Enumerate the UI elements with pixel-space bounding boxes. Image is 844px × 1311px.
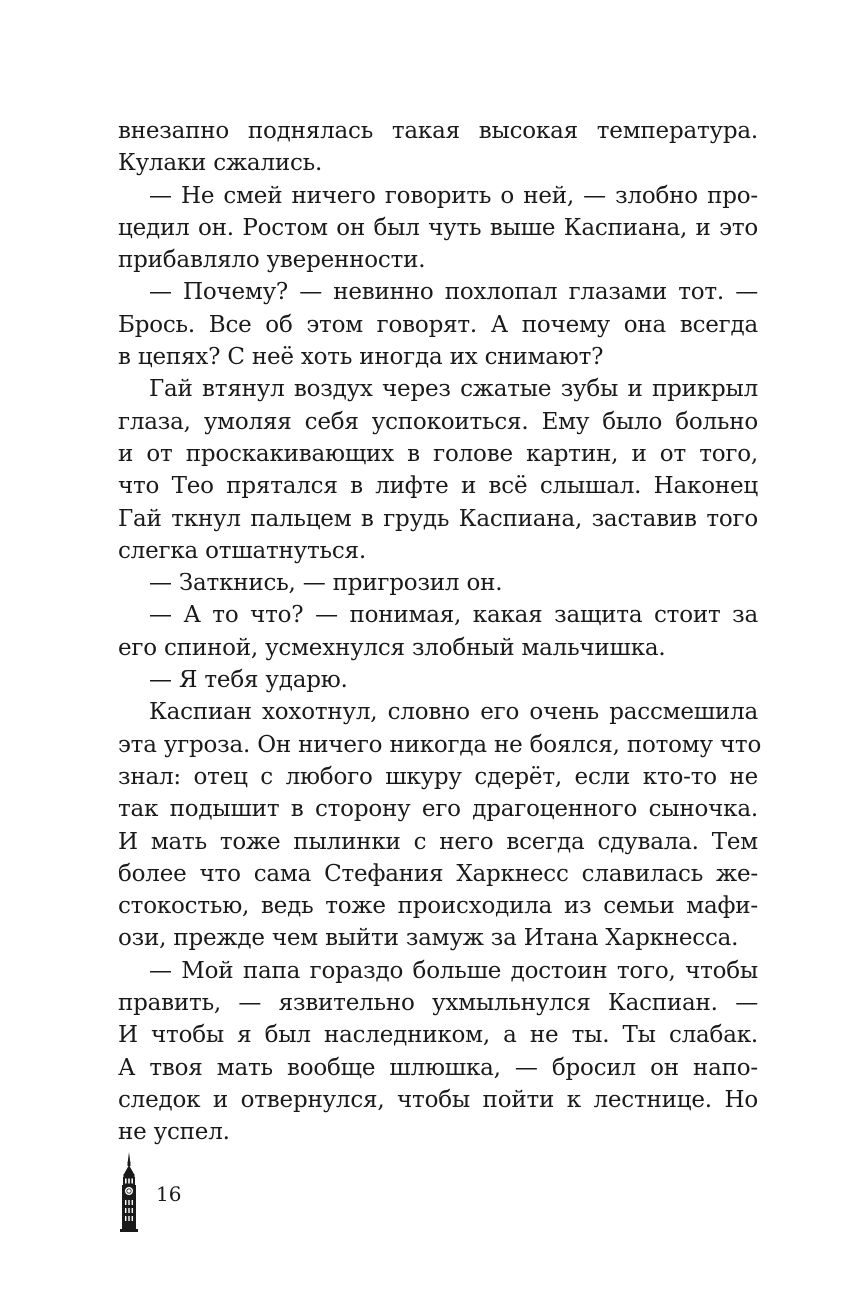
text-line: так подышит в сторону его драгоценного сыночка. xyxy=(118,796,758,823)
text-line: что Тео прятался в лифте и всё слышал. Наконец xyxy=(118,473,758,500)
text-line: глаза, умоляя себя успокоиться. Ему было больно xyxy=(118,408,758,435)
text-line: внезапно поднялась такая высокая температура. xyxy=(118,118,758,144)
text-line: следок и отвернулся, чтобы пойти к лестнице. Но xyxy=(118,1086,758,1113)
text-line: стокостью, ведь тоже происходила из семьи мафи- xyxy=(118,893,758,920)
text-line: знал: отец с любого шкуру сдерёт, если кто-то не xyxy=(118,763,758,790)
text-line: Кулаки сжались. xyxy=(118,150,323,177)
text-line: — Почему? — невинно похлопал глазами тот. — xyxy=(149,279,758,306)
text-line: слегка отшатнуться. xyxy=(118,537,366,564)
text-line: более что сама Стефания Харкнесс славилась же- xyxy=(118,860,758,887)
text-line: — Я тебя ударю. xyxy=(149,667,348,694)
text-line: ози, прежде чем выйти замуж за Итана Харкнесса. xyxy=(118,925,739,952)
text-line: А твоя мать вообще шлюшка, — бросил он напо- xyxy=(118,1054,758,1081)
page-footer xyxy=(118,1152,318,1232)
text-line: эта угроза. Он ничего никогда не боялся, потому что xyxy=(118,731,762,758)
text-line: И чтобы я был наследником, а не ты. Ты слабак. xyxy=(118,1022,758,1049)
body-text xyxy=(118,115,762,1149)
text-line: цедил он. Ростом он был чуть выше Каспиана, и это xyxy=(118,214,758,241)
text-line: прибавляло уверенности. xyxy=(118,247,426,274)
text-line: — А то что? — понимая, какая защита стоит за xyxy=(149,602,758,629)
text-line: — Мой папа гораздо больше достоин того, чтобы xyxy=(149,957,758,984)
text-line: Гай втянул воздух через сжатые зубы и прикрыл xyxy=(149,376,758,403)
text-line: Каспиан хохотнул, словно его очень рассмешила xyxy=(149,699,758,726)
text-line: Гай ткнул пальцем в грудь Каспиана, заставив того xyxy=(118,505,758,532)
text-line: его спиной, усмехнулся злобный мальчишка. xyxy=(118,634,666,661)
text-line: — Не смей ничего говорить о ней, — злобно про- xyxy=(149,182,758,209)
text-line: не успел. xyxy=(118,1119,230,1146)
text-line: — Заткнись, — пригрозил он. xyxy=(149,570,503,597)
text-line: Брось. Все об этом говорят. А почему она всегда xyxy=(118,311,758,338)
text-line: править, — язвительно ухмыльнулся Каспиан. — xyxy=(118,990,758,1017)
clock-tower-icon xyxy=(118,1152,140,1232)
text-line: И мать тоже пылинки с него всегда сдувала. Тем xyxy=(118,828,758,855)
page-number: 16 xyxy=(156,1182,182,1206)
text-line: и от проскакивающих в голове картин, и от того, xyxy=(118,440,758,467)
text-line: в цепях? С неё хоть иногда их снимают? xyxy=(118,344,604,371)
